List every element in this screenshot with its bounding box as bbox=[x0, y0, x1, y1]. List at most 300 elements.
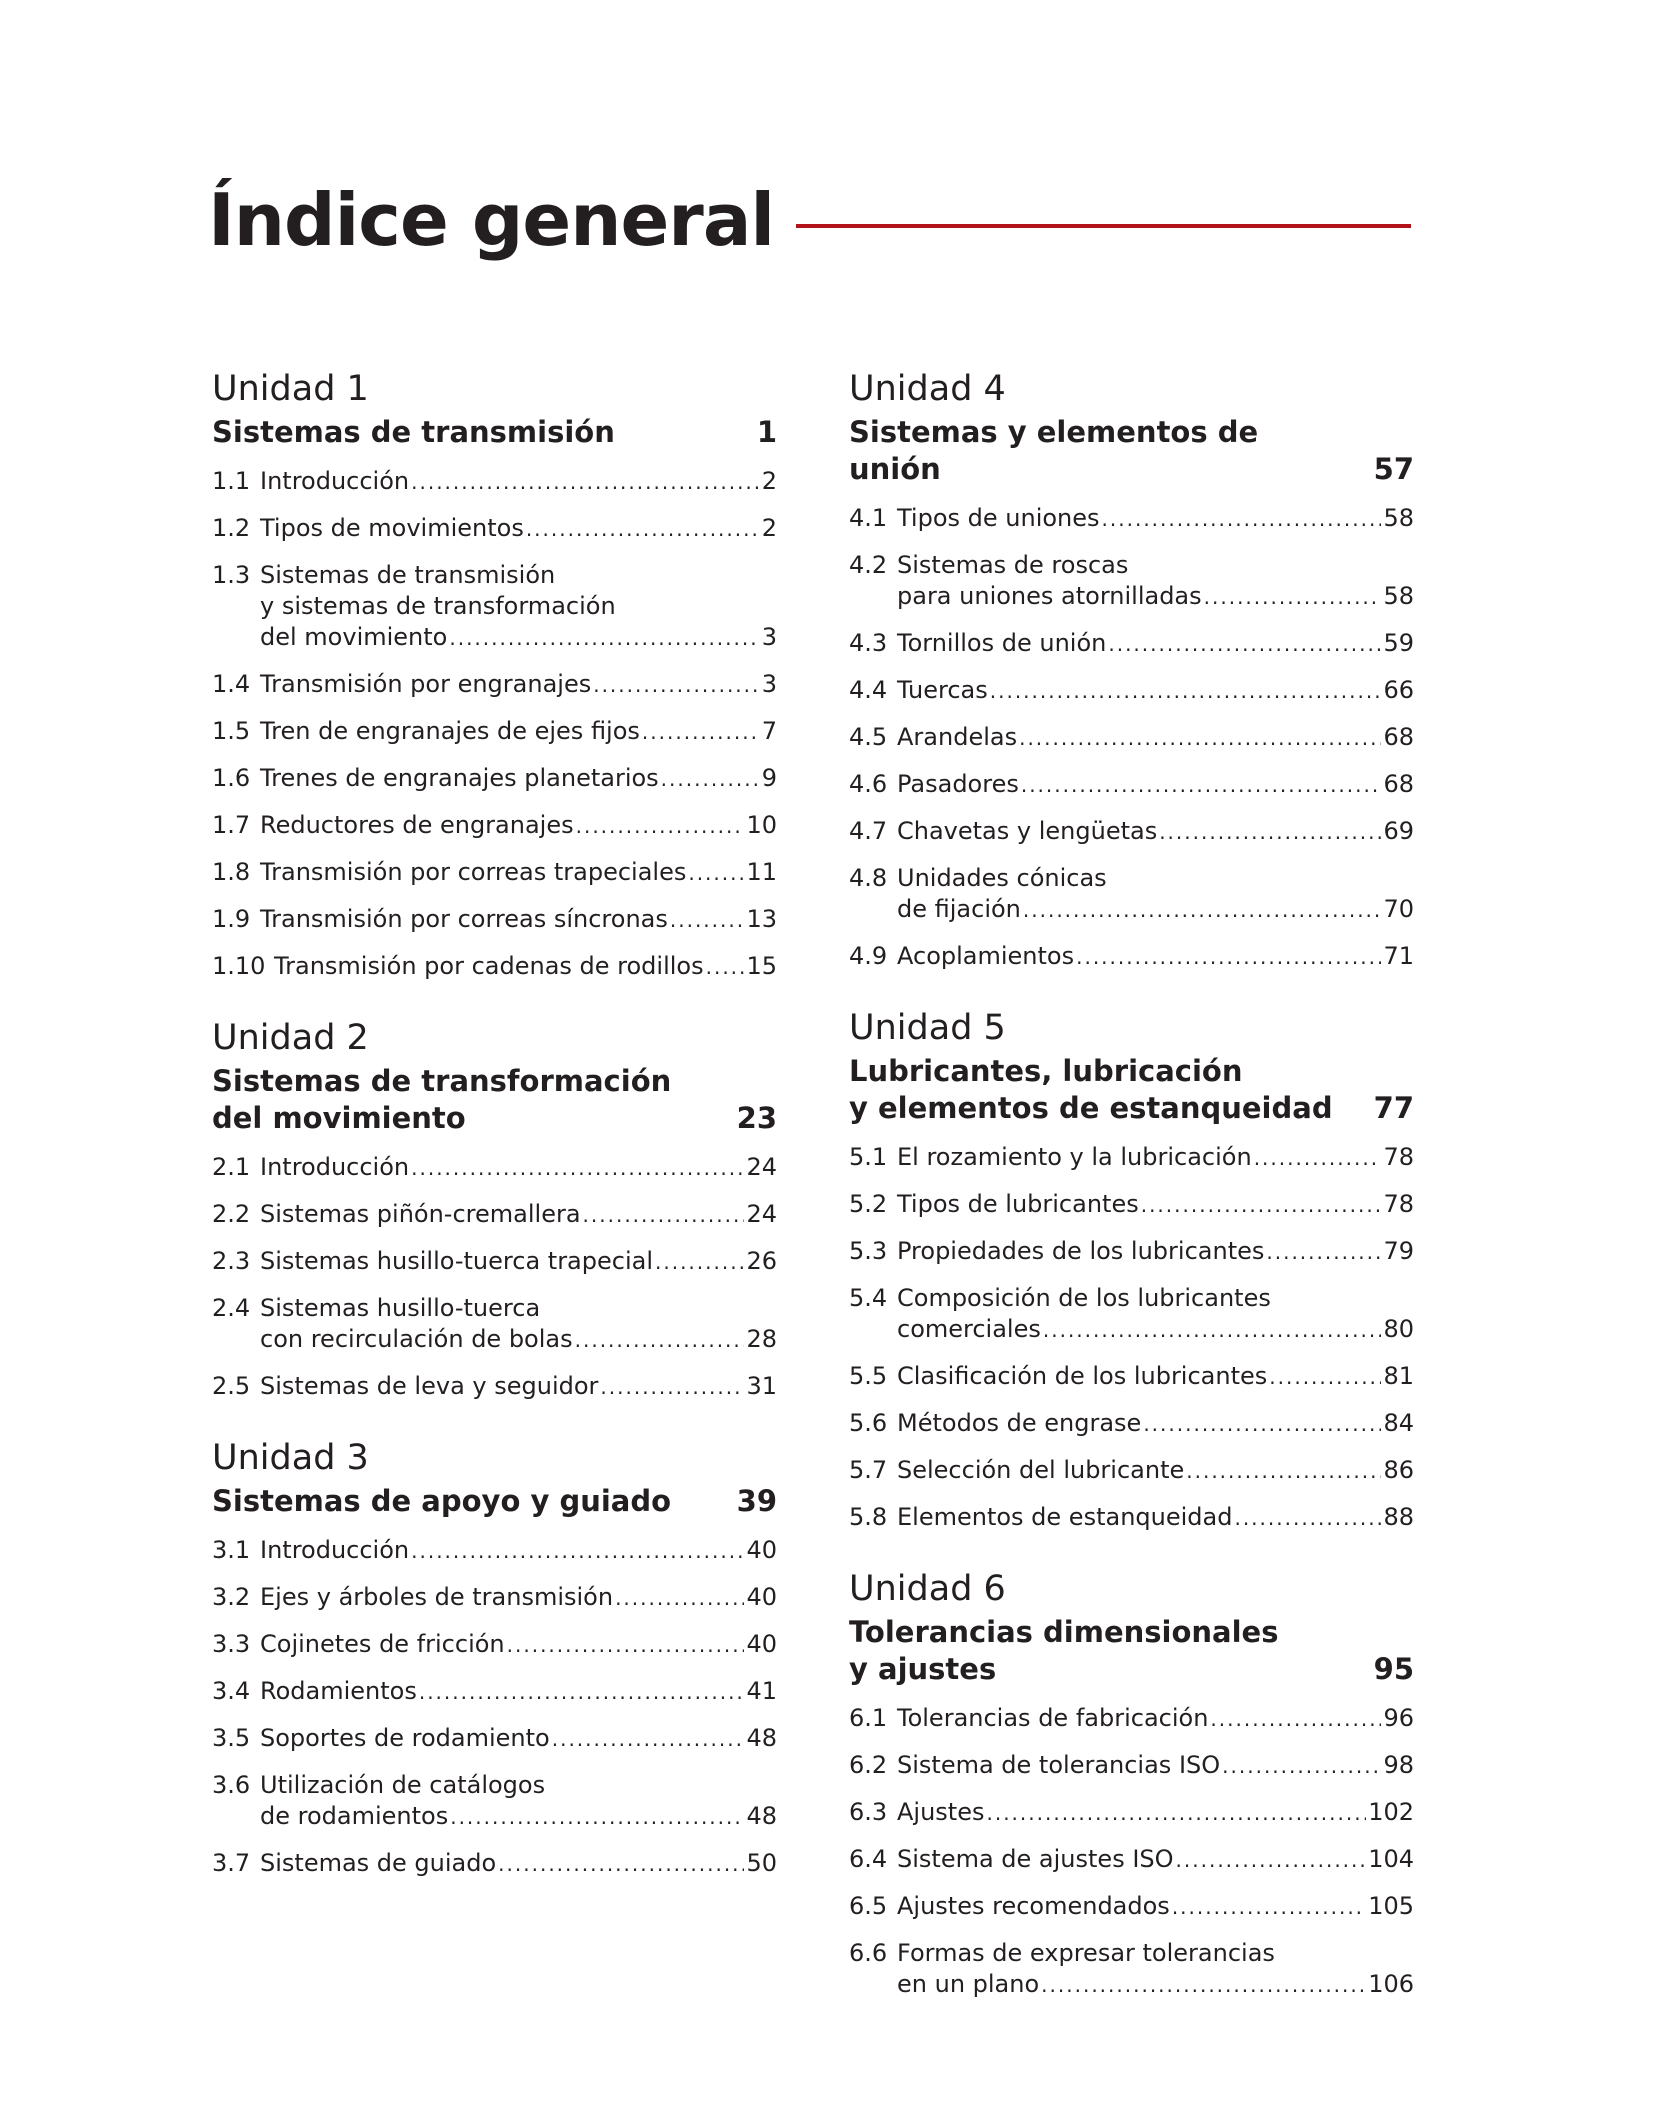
dot-leader bbox=[655, 1247, 744, 1278]
toc-entry-page: 24 bbox=[746, 1153, 777, 1181]
toc-entry-text: Tipos de uniones bbox=[897, 504, 1100, 532]
unit-heading: Unidad 2 bbox=[212, 1018, 369, 1058]
toc-entry-body bbox=[897, 941, 1414, 973]
toc-entry-text: Formas de expresar tolerancias bbox=[897, 1939, 1275, 1967]
toc-entry-text: Selección del lubricante bbox=[897, 1456, 1185, 1484]
toc-entry-line bbox=[897, 1455, 1414, 1487]
toc-entry-page: 31 bbox=[746, 1372, 777, 1400]
dot-leader bbox=[1234, 1503, 1381, 1534]
toc-entry-line bbox=[897, 722, 1414, 754]
toc-entry[interactable] bbox=[212, 1293, 777, 1356]
toc-entry-text: Sistemas de guiado bbox=[260, 1849, 497, 1877]
toc-entry-line bbox=[897, 675, 1414, 707]
dot-leader bbox=[1159, 817, 1381, 848]
toc-entry-body bbox=[897, 722, 1414, 754]
toc-entry[interactable] bbox=[849, 550, 1414, 613]
toc-entry-body bbox=[260, 1770, 777, 1833]
toc-entry-text: de rodamientos bbox=[260, 1802, 449, 1830]
toc-entry[interactable] bbox=[212, 1246, 777, 1278]
unit-heading: Unidad 5 bbox=[849, 1008, 1006, 1048]
toc-entry-line bbox=[274, 951, 777, 983]
toc-entry-line bbox=[897, 1408, 1414, 1440]
dot-leader bbox=[1019, 723, 1381, 754]
toc-entry[interactable] bbox=[212, 1582, 777, 1614]
toc-entry-page: 11 bbox=[746, 858, 777, 886]
toc-entry-page: 28 bbox=[746, 1325, 777, 1353]
toc-entry-number: 3.7 bbox=[212, 1849, 251, 1877]
unit-page-number: 23 bbox=[736, 1101, 777, 1135]
toc-entry[interactable] bbox=[212, 1199, 777, 1231]
toc-entry-text: Propiedades de los lubricantes bbox=[897, 1237, 1265, 1265]
toc-entry-text: Transmisión por engranajes bbox=[260, 670, 592, 698]
toc-entry-number: 2.3 bbox=[212, 1247, 251, 1275]
toc-entry-page: 13 bbox=[746, 905, 777, 933]
toc-entry-number: 5.1 bbox=[849, 1143, 888, 1171]
toc-entry-body bbox=[260, 466, 777, 498]
toc-entry-page: 59 bbox=[1383, 629, 1414, 657]
toc-entry-body bbox=[897, 1797, 1414, 1829]
toc-entry-line bbox=[260, 904, 777, 936]
unit-title[interactable]: Sistemas y elementos de unión bbox=[849, 415, 1259, 486]
toc-entry-number: 4.4 bbox=[849, 676, 888, 704]
toc-entry-page: 50 bbox=[746, 1849, 777, 1877]
toc-entry-text: Tipos de movimientos bbox=[260, 514, 524, 542]
toc-entry-page: 79 bbox=[1383, 1237, 1414, 1265]
toc-entry[interactable] bbox=[212, 810, 777, 842]
toc-entry-body bbox=[897, 503, 1414, 535]
toc-entry[interactable] bbox=[849, 769, 1414, 801]
toc-entry[interactable] bbox=[849, 722, 1414, 754]
dot-leader bbox=[1143, 1409, 1381, 1440]
toc-entry-body bbox=[260, 1371, 777, 1403]
toc-unit bbox=[212, 364, 777, 983]
toc-entry-line bbox=[897, 1142, 1414, 1174]
toc-entry-number: 5.2 bbox=[849, 1190, 888, 1218]
toc-entry-page: 81 bbox=[1383, 1362, 1414, 1390]
toc-entry[interactable] bbox=[849, 1502, 1414, 1534]
unit-page-number: 77 bbox=[1373, 1091, 1414, 1125]
toc-entry-body bbox=[260, 1582, 777, 1614]
toc-entry-body bbox=[260, 810, 777, 842]
toc-entry-body bbox=[260, 1676, 777, 1708]
toc-entry[interactable] bbox=[212, 466, 777, 498]
toc-entry-body bbox=[897, 1891, 1414, 1923]
toc-entry-body bbox=[897, 1938, 1414, 2001]
toc-entry-line bbox=[260, 1371, 777, 1403]
dot-leader bbox=[411, 1153, 744, 1184]
dot-leader bbox=[526, 514, 760, 545]
toc-entry-body bbox=[260, 1723, 777, 1755]
toc-entry-page: 86 bbox=[1383, 1456, 1414, 1484]
toc-entry[interactable] bbox=[212, 1848, 777, 1880]
toc-entry-text: Ajustes recomendados bbox=[897, 1892, 1170, 1920]
toc-entry-number: 2.1 bbox=[212, 1153, 251, 1181]
toc-entry-page: 41 bbox=[746, 1677, 777, 1705]
toc-entry-text: Sistemas de roscas bbox=[897, 551, 1129, 579]
toc-entry-line bbox=[260, 1848, 777, 1880]
toc-entry-text: Tornillos de unión bbox=[897, 629, 1107, 657]
toc-entry-line bbox=[897, 894, 1414, 926]
toc-entry-text: Sistemas husillo-tuerca bbox=[260, 1294, 541, 1322]
toc-entry-page: 69 bbox=[1383, 817, 1414, 845]
toc-entry[interactable] bbox=[212, 1535, 777, 1567]
toc-entry[interactable] bbox=[849, 1408, 1414, 1440]
toc-entry-number: 6.1 bbox=[849, 1704, 888, 1732]
toc-entry-number: 5.4 bbox=[849, 1284, 888, 1312]
toc-entry-page: 102 bbox=[1368, 1798, 1414, 1826]
toc-entry-body bbox=[897, 1142, 1414, 1174]
toc-entry-line bbox=[897, 941, 1414, 973]
toc-entry-body bbox=[897, 1361, 1414, 1393]
toc-entry-body bbox=[897, 1283, 1414, 1346]
toc-entry-number: 1.9 bbox=[212, 905, 251, 933]
toc-entry[interactable] bbox=[212, 904, 777, 936]
toc-entry-page: 2 bbox=[761, 467, 777, 495]
toc-entry-number: 3.2 bbox=[212, 1583, 251, 1611]
dot-leader bbox=[642, 717, 760, 748]
toc-entry-number: 1.4 bbox=[212, 670, 251, 698]
toc-entry-line bbox=[260, 1324, 777, 1356]
toc-entry-body bbox=[897, 1189, 1414, 1221]
dot-leader bbox=[706, 952, 745, 983]
toc-entry-text: Cojinetes de fricción bbox=[260, 1630, 505, 1658]
toc-entry[interactable] bbox=[849, 1703, 1414, 1735]
toc-entry-text: para uniones atornilladas bbox=[897, 582, 1202, 610]
toc-entry[interactable] bbox=[849, 816, 1414, 848]
toc-entry-line bbox=[897, 769, 1414, 801]
toc-entry-line bbox=[897, 816, 1414, 848]
toc-entry-page: 98 bbox=[1383, 1751, 1414, 1779]
toc-entry-line bbox=[260, 1535, 777, 1567]
toc-entry[interactable] bbox=[849, 503, 1414, 535]
unit-title-block bbox=[849, 414, 1414, 488]
toc-entry-body bbox=[897, 675, 1414, 707]
toc-entry[interactable] bbox=[212, 1770, 777, 1833]
toc-entry-text: El rozamiento y la lubricación bbox=[897, 1143, 1252, 1171]
toc-entry-number: 5.6 bbox=[849, 1409, 888, 1437]
toc-entry-number: 2.4 bbox=[212, 1294, 251, 1322]
toc-unit bbox=[849, 364, 1414, 973]
unit-page-number: 57 bbox=[1373, 452, 1414, 486]
toc-entry-number: 1.8 bbox=[212, 858, 251, 886]
toc-entry-number: 1.6 bbox=[212, 764, 251, 792]
unit-heading: Unidad 3 bbox=[212, 1438, 369, 1478]
unit-title[interactable]: Sistemas de apoyo y guiado bbox=[212, 1484, 672, 1518]
toc-entry-number: 4.3 bbox=[849, 629, 888, 657]
toc-entry-number: 1.7 bbox=[212, 811, 251, 839]
toc-entry-body bbox=[260, 513, 777, 545]
toc-entry-text: Trenes de engranajes planetarios bbox=[260, 764, 659, 792]
toc-entry-number: 2.5 bbox=[212, 1372, 251, 1400]
title-rule bbox=[796, 224, 1411, 228]
toc-entry-text: Composición de los lubricantes bbox=[897, 1284, 1271, 1312]
dot-leader bbox=[1141, 1190, 1382, 1221]
toc-entry-text: en un plano bbox=[897, 1970, 1040, 1998]
toc-entry-body bbox=[897, 1502, 1414, 1534]
toc-entry-text: Transmisión por correas trapeciales bbox=[260, 858, 687, 886]
toc-entry-body bbox=[897, 769, 1414, 801]
toc-entry-text: Tolerancias de fabricación bbox=[897, 1704, 1209, 1732]
toc-entry-body bbox=[260, 1293, 777, 1356]
toc-entry-page: 3 bbox=[761, 623, 777, 651]
toc-entry[interactable] bbox=[849, 1455, 1414, 1487]
toc-entry-number: 1.3 bbox=[212, 561, 251, 589]
toc-entry[interactable] bbox=[212, 1371, 777, 1403]
toc-entry-body bbox=[260, 560, 777, 654]
toc-entry[interactable] bbox=[849, 1236, 1414, 1268]
toc-entry-number: 1.5 bbox=[212, 717, 251, 745]
unit-title-block bbox=[849, 1614, 1414, 1688]
toc-entry-page: 106 bbox=[1368, 1970, 1414, 1998]
toc-entry[interactable] bbox=[849, 1189, 1414, 1221]
toc-entry[interactable] bbox=[849, 1750, 1414, 1782]
toc-entry-line bbox=[260, 466, 777, 498]
toc-entry-body bbox=[897, 550, 1414, 613]
toc-entry-page: 26 bbox=[746, 1247, 777, 1275]
toc-entry-line bbox=[260, 763, 777, 795]
toc-entry-text: Sistemas de transmisión bbox=[260, 561, 556, 589]
dot-leader bbox=[1254, 1143, 1382, 1174]
toc-entry[interactable] bbox=[212, 1629, 777, 1661]
toc-entry-number: 3.4 bbox=[212, 1677, 251, 1705]
toc-unit bbox=[849, 1003, 1414, 1534]
dot-leader bbox=[1210, 1704, 1381, 1735]
toc-entry-page: 48 bbox=[746, 1724, 777, 1752]
toc-entry-line bbox=[897, 1361, 1414, 1393]
toc-column-left bbox=[212, 364, 777, 1910]
toc-entry-page: 96 bbox=[1383, 1704, 1414, 1732]
toc-entry-line bbox=[897, 1891, 1414, 1923]
toc-entry-text: Tuercas bbox=[897, 676, 988, 704]
dot-leader bbox=[583, 1200, 745, 1231]
toc-entry-number: 5.3 bbox=[849, 1237, 888, 1265]
toc-entry-text: Unidades cónicas bbox=[897, 864, 1107, 892]
toc-entry[interactable] bbox=[849, 1891, 1414, 1923]
toc-entry[interactable] bbox=[212, 857, 777, 889]
toc-entry[interactable] bbox=[212, 669, 777, 701]
toc-entry-number: 6.6 bbox=[849, 1939, 888, 1967]
toc-entry[interactable] bbox=[849, 1283, 1414, 1346]
toc-entry-number: 4.8 bbox=[849, 864, 888, 892]
toc-entry-number: 3.6 bbox=[212, 1771, 251, 1799]
toc-entry[interactable] bbox=[212, 951, 777, 983]
toc-entry-body bbox=[897, 1844, 1414, 1876]
unit-title-block bbox=[212, 1483, 777, 1520]
toc-entry-text: Sistemas husillo-tuerca trapecial bbox=[260, 1247, 653, 1275]
toc-entry-line bbox=[897, 1844, 1414, 1876]
toc-entry-text: Clasificación de los lubricantes bbox=[897, 1362, 1268, 1390]
unit-title-block bbox=[212, 414, 777, 451]
toc-entry-page: 68 bbox=[1383, 723, 1414, 751]
toc-entry-body bbox=[260, 1152, 777, 1184]
toc-entry[interactable] bbox=[849, 628, 1414, 660]
toc-entry-body bbox=[260, 857, 777, 889]
toc-entry-body bbox=[260, 1629, 777, 1661]
toc-entry-page: 105 bbox=[1368, 1892, 1414, 1920]
toc-entry[interactable] bbox=[849, 863, 1414, 926]
dot-leader bbox=[1172, 1892, 1366, 1923]
toc-entry-number: 5.7 bbox=[849, 1456, 888, 1484]
toc-entry-number: 3.1 bbox=[212, 1536, 251, 1564]
toc-entry-page: 71 bbox=[1383, 942, 1414, 970]
toc-entry-page: 104 bbox=[1368, 1845, 1414, 1873]
dot-leader bbox=[986, 1798, 1366, 1829]
dot-leader bbox=[1023, 895, 1382, 926]
toc-entry-page: 68 bbox=[1383, 770, 1414, 798]
toc-entry-body bbox=[897, 1703, 1414, 1735]
unit-title[interactable]: Tolerancias dimensionales y ajustes bbox=[849, 1615, 1279, 1686]
toc-entry-line bbox=[260, 716, 777, 748]
toc-entry[interactable] bbox=[849, 1797, 1414, 1829]
toc-entry[interactable] bbox=[849, 1938, 1414, 2001]
toc-entry-body bbox=[260, 904, 777, 936]
toc-entry-number: 6.4 bbox=[849, 1845, 888, 1873]
toc-entry-text: Utilización de catálogos bbox=[260, 1771, 546, 1799]
toc-unit bbox=[212, 1013, 777, 1403]
toc-entry-body bbox=[260, 1848, 777, 1880]
toc-entry-text: Tren de engranajes de ejes fijos bbox=[260, 717, 640, 745]
dot-leader bbox=[990, 676, 1382, 707]
toc-entry-line bbox=[897, 1236, 1414, 1268]
toc-entry-line bbox=[260, 1723, 777, 1755]
dot-leader bbox=[1041, 1970, 1366, 2001]
unit-title[interactable]: Lubricantes, lubricación y elementos de estanqueidad bbox=[849, 1054, 1333, 1125]
toc-entry-text: Tipos de lubricantes bbox=[897, 1190, 1139, 1218]
toc-entry-page: 80 bbox=[1383, 1315, 1414, 1343]
toc-entry[interactable] bbox=[849, 1142, 1414, 1174]
toc-entry-line bbox=[260, 810, 777, 842]
dot-leader bbox=[507, 1630, 745, 1661]
toc-entry[interactable] bbox=[212, 763, 777, 795]
toc-entry-text: Pasadores bbox=[897, 770, 1019, 798]
toc-entry-text: Métodos de engrase bbox=[897, 1409, 1142, 1437]
toc-entry-number: 4.5 bbox=[849, 723, 888, 751]
toc-entry[interactable] bbox=[212, 513, 777, 545]
unit-title-block bbox=[212, 1063, 777, 1137]
toc-entry-page: 78 bbox=[1383, 1190, 1414, 1218]
unit-heading: Unidad 6 bbox=[849, 1569, 1006, 1609]
toc-entry-text: Arandelas bbox=[897, 723, 1018, 751]
toc-entry[interactable] bbox=[212, 560, 777, 654]
toc-entry[interactable] bbox=[212, 716, 777, 748]
toc-unit bbox=[212, 1433, 777, 1880]
toc-entry-body bbox=[260, 1535, 777, 1567]
toc-entry[interactable] bbox=[849, 1361, 1414, 1393]
toc-entry-line bbox=[260, 857, 777, 889]
toc-entry-line bbox=[260, 1582, 777, 1614]
toc-entry-line bbox=[260, 622, 777, 654]
toc-entry-number: 3.3 bbox=[212, 1630, 251, 1658]
toc-entry-body bbox=[260, 763, 777, 795]
unit-heading: Unidad 1 bbox=[212, 369, 369, 409]
toc-entry[interactable] bbox=[212, 1676, 777, 1708]
toc-entry-line bbox=[897, 581, 1414, 613]
dot-leader bbox=[450, 1802, 744, 1833]
dot-leader bbox=[419, 1677, 745, 1708]
toc-entry-number: 6.2 bbox=[849, 1751, 888, 1779]
toc-entry-line bbox=[897, 628, 1414, 660]
toc-entry[interactable] bbox=[849, 1844, 1414, 1876]
toc-entry-page: 48 bbox=[746, 1802, 777, 1830]
toc-entry-line bbox=[260, 513, 777, 545]
dot-leader bbox=[688, 858, 744, 889]
toc-entry-body bbox=[897, 1455, 1414, 1487]
toc-entry-body bbox=[260, 669, 777, 701]
toc-entry-text: de fijación bbox=[897, 895, 1021, 923]
dot-leader bbox=[552, 1724, 745, 1755]
toc-entry-page: 2 bbox=[761, 514, 777, 542]
toc-entry-line bbox=[260, 1199, 777, 1231]
toc-entry-number: 1.1 bbox=[212, 467, 251, 495]
toc-entry-line bbox=[260, 1801, 777, 1833]
toc-entry-line bbox=[260, 1629, 777, 1661]
toc-entry-page: 24 bbox=[746, 1200, 777, 1228]
toc-entry-text: Sistemas piñón-cremallera bbox=[260, 1200, 581, 1228]
unit-title[interactable]: Sistemas de transmisión bbox=[212, 415, 615, 449]
unit-page-number: 95 bbox=[1373, 1652, 1414, 1686]
toc-entry-line bbox=[897, 1314, 1414, 1346]
toc-entry-page: 70 bbox=[1383, 895, 1414, 923]
toc-entry-text: y sistemas de transformación bbox=[260, 592, 616, 620]
toc-entry-page: 78 bbox=[1383, 1143, 1414, 1171]
unit-title[interactable]: Sistemas de transformación del movimiento bbox=[212, 1064, 672, 1135]
toc-entry-line bbox=[260, 669, 777, 701]
toc-entry-text: Introducción bbox=[260, 1153, 410, 1181]
dot-leader bbox=[1266, 1237, 1381, 1268]
toc-entry-number: 1.10 bbox=[212, 952, 266, 980]
toc-entry-page: 88 bbox=[1383, 1503, 1414, 1531]
toc-entry-text: Acoplamientos bbox=[897, 942, 1075, 970]
dot-leader bbox=[1269, 1362, 1381, 1393]
toc-entry-page: 58 bbox=[1383, 582, 1414, 610]
dot-leader bbox=[576, 811, 745, 842]
toc-entry-text: Ajustes bbox=[897, 1798, 985, 1826]
toc-entry[interactable] bbox=[212, 1723, 777, 1755]
toc-entry-text: Transmisión por cadenas de rodillos bbox=[274, 952, 704, 980]
toc-entry[interactable] bbox=[212, 1152, 777, 1184]
unit-title-block bbox=[849, 1053, 1414, 1127]
toc-entry-text: Sistemas de leva y seguidor bbox=[260, 1372, 599, 1400]
dot-leader bbox=[615, 1583, 744, 1614]
dot-leader bbox=[575, 1325, 745, 1356]
toc-entry-body bbox=[260, 1199, 777, 1231]
toc-entry-number: 5.8 bbox=[849, 1503, 888, 1531]
toc-entry-text: Ejes y árboles de transmisión bbox=[260, 1583, 614, 1611]
dot-leader bbox=[1176, 1845, 1367, 1876]
dot-leader bbox=[1204, 582, 1382, 613]
toc-entry-number: 1.2 bbox=[212, 514, 251, 542]
toc-entry-body bbox=[897, 863, 1414, 926]
toc-entry-text: Soportes de rodamiento bbox=[260, 1724, 550, 1752]
dot-leader bbox=[1102, 504, 1382, 535]
toc-entry-line bbox=[260, 1152, 777, 1184]
toc-entry[interactable] bbox=[849, 675, 1414, 707]
dot-leader bbox=[1021, 770, 1382, 801]
toc-entry-text: Sistema de ajustes ISO bbox=[897, 1845, 1174, 1873]
toc-entry-text: con recirculación de bolas bbox=[260, 1325, 573, 1353]
toc-entry-body bbox=[260, 1246, 777, 1278]
toc-entry-number: 6.5 bbox=[849, 1892, 888, 1920]
toc-entry-page: 40 bbox=[746, 1536, 777, 1564]
toc-entry-text: Rodamientos bbox=[260, 1677, 417, 1705]
toc-entry-number: 4.6 bbox=[849, 770, 888, 798]
toc-entry-line bbox=[897, 1189, 1414, 1221]
toc-entry-body bbox=[260, 716, 777, 748]
toc-entry-page: 9 bbox=[761, 764, 777, 792]
toc-entry-number: 4.2 bbox=[849, 551, 888, 579]
toc-entry[interactable] bbox=[849, 941, 1414, 973]
toc-entry-number: 6.3 bbox=[849, 1798, 888, 1826]
